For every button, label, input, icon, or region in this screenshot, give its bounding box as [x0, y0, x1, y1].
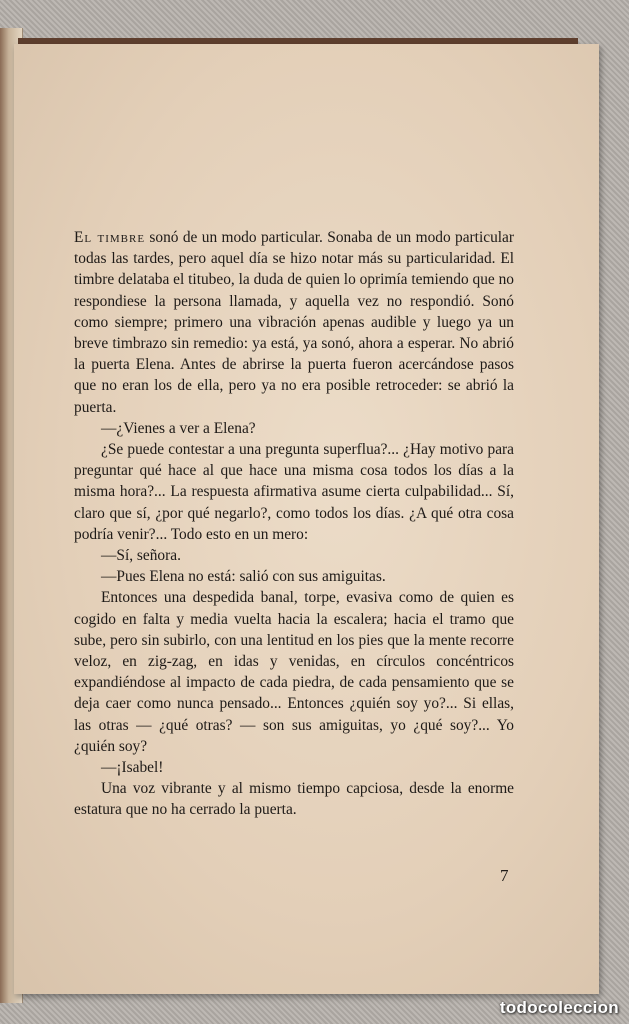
paragraph-3: ¿Se puede contestar a una pregunta superflua?... ¿Hay motivo para preguntar qué hace al que hace una misma cosa todos los días a la misma hora?... La respuesta afirmativa asume cierta culpabilidad... Sí, claro que sí, ¿por qué negarlo?, como todos los días. ¿A qué otra cosa podría venir?... Todo esto en un mero: [74, 441, 514, 543]
paragraph-8: Una voz vibrante y al mismo tiempo capciosa, desde la enorme estatura que no ha cerrado la puerta. [74, 780, 514, 819]
page-number: 7 [500, 866, 509, 885]
watermark: todocoleccion [499, 998, 619, 1017]
paragraph-4: —Sí, señora. [101, 547, 181, 565]
opening-text: sonó de un modo particular. Sonaba de un modo particular todas las tardes, pero aquel día se hizo notar más su particularidad. El timbre delataba el titubeo, la duda de quien lo oprimía temiendo que no respondiese la persona llamada, y aquella vez no respondió. Sonó como siempre; primero una vibración apenas audible y luego ya un breve timbrazo sin remedio: ya está, ya sonó, ahora a esperar. No abrió la puerta Elena. Antes de abrirse la puerta fueron acercándose pasos que no eran los de ella, pero ya no era posible retroceder: se abrió la puerta. [74, 229, 514, 416]
paragraph-7: —¡Isabel! [101, 759, 164, 777]
paragraph-5: —Pues Elena no está: salió con sus amiguitas. [101, 568, 386, 586]
paragraph-6: Entonces una despedida banal, torpe, evasiva como de quien es cogido en falta y media vuelta hacia la escalera; hacia el tramo que sube, pero sin subirlo, con una lentitud en los pies que la mente recorre veloz, en zig-zag, en idas y venidas, en círculos concéntricos expandiéndose al impacto de cada piedra, de cada pensamiento que se deja caer como nunca pensado... Entonces ¿quién soy yo?... Si ellas, las otras — ¿qué otras? — son sus amiguitas, yo ¿qué soy?... Yo ¿quién soy? [74, 589, 514, 755]
paragraph-1 [74, 227, 514, 418]
paragraph-2: —¿Vienes a ver a Elena? [101, 419, 256, 437]
opening-word: El timbre [74, 229, 146, 246]
page-text [74, 227, 514, 821]
